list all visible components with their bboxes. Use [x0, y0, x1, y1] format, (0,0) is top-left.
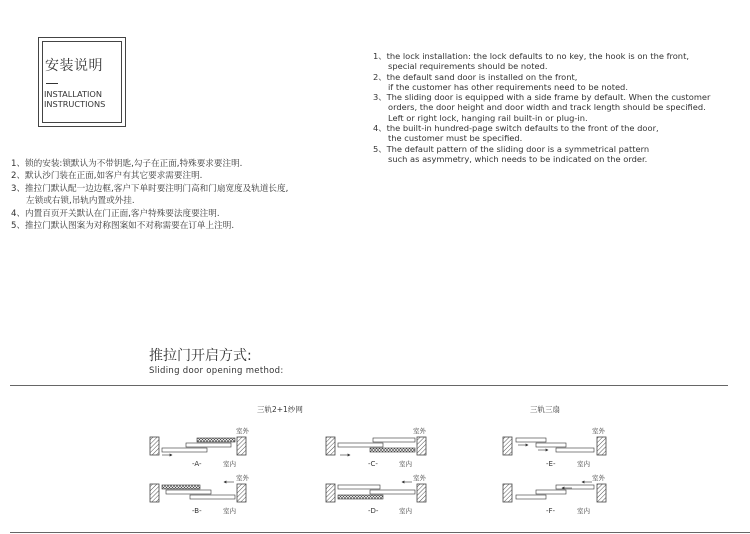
- label-outdoor: 室外: [236, 474, 249, 482]
- label-indoor: 室内: [223, 460, 236, 468]
- panel-mesh: [338, 495, 383, 499]
- note-cn-5: 5、推拉门默认图案为对称图案如不对称需要在订单上注明.: [11, 221, 235, 232]
- wall-left: [150, 484, 159, 502]
- panel-mesh: [162, 485, 200, 489]
- diagram-d: [326, 473, 427, 515]
- opening-method-title-en: Sliding door opening method:: [149, 366, 284, 376]
- wall-right: [597, 484, 606, 502]
- opening-method-title-cn: 推拉门开启方式:: [149, 348, 252, 364]
- wall-right: [237, 484, 246, 502]
- diagram-e: [503, 426, 606, 468]
- label-outdoor: 室外: [236, 427, 249, 435]
- label-outdoor: 室外: [592, 427, 605, 435]
- panel-3: [516, 495, 546, 499]
- wall-left: [503, 484, 512, 502]
- diagram-b: [150, 473, 250, 515]
- panel-inner: [162, 448, 207, 452]
- group-title-right: 三轨三扇: [530, 405, 560, 414]
- diagram-label-e: -E-: [546, 460, 556, 468]
- note-en-4-cont: the customer must be specified.: [388, 133, 523, 144]
- label-outdoor: 室外: [592, 474, 605, 482]
- panel-middle: [186, 443, 231, 447]
- diagram-c: [326, 426, 427, 468]
- diagram-f: [503, 473, 606, 515]
- panel-3: [556, 448, 594, 452]
- title-cn: 安装说明: [45, 58, 103, 74]
- wall-left: [503, 437, 512, 455]
- note-cn-3: 3、推拉门默认配一边边框,客户下单时要注明门高和门扇宽度及轨道长度,: [11, 183, 289, 194]
- diagram-label-b: -B-: [192, 507, 202, 515]
- group-title-left: 三轨2+1纱网: [257, 405, 303, 414]
- label-indoor: 室内: [399, 507, 412, 515]
- label-indoor: 室内: [223, 507, 236, 515]
- panel-middle: [370, 490, 415, 494]
- title-en-line1: INSTALLATION: [44, 89, 102, 99]
- wall-right: [237, 437, 246, 455]
- note-cn-3-cont: 左锁或右锁,吊轨内置或外挂.: [26, 196, 135, 207]
- panel-1: [556, 485, 594, 489]
- diagram-label-d: -D-: [368, 507, 379, 515]
- note-en-1: 1、the lock installation: the lock defaults to no key, the hook is on the front,: [373, 51, 689, 61]
- diagram-label-f: -F-: [546, 507, 556, 515]
- note-en-1-cont: special requirements should be noted.: [388, 61, 548, 72]
- panel-2: [536, 443, 566, 447]
- note-cn-1: 1、锁的安装:锁默认为不带钥匙,勾子在正面,特殊要求要注明.: [11, 159, 243, 169]
- diagram-label-a: -A-: [192, 460, 202, 468]
- diagram-label-c: -C-: [368, 460, 378, 468]
- wall-right: [417, 484, 426, 502]
- panel-middle: [166, 490, 211, 494]
- label-indoor: 室内: [399, 460, 412, 468]
- note-en-2: 2、the default sand door is installed on the front,: [373, 71, 578, 82]
- title-en-line2: INSTRUCTIONS: [44, 99, 106, 109]
- note-cn-4: 4、内置百页开关默认在门正面,客户特殊要法度要注明.: [11, 208, 220, 219]
- note-en-3: 3、The sliding door is equipped with a side frame by default. When the customer: [373, 92, 711, 103]
- panel-middle: [338, 443, 383, 447]
- note-en-4: 4、the built-in hundred-page switch defaults to the front of the door,: [373, 123, 659, 134]
- note-en-5: 5、The default pattern of the sliding door is a symmetrical pattern: [373, 143, 650, 154]
- note-en-2-cont: if the customer has other requirements need to be noted.: [388, 81, 628, 92]
- label-outdoor: 室外: [413, 474, 426, 482]
- label-indoor: 室内: [577, 460, 590, 468]
- label-indoor: 室内: [577, 507, 590, 515]
- diagram-a: [150, 426, 250, 468]
- panel-2: [536, 490, 566, 494]
- wall-left: [326, 484, 335, 502]
- panel-inner: [190, 495, 235, 499]
- note-en-3-cont2: Left or right lock, hanging rail built-in or plug-in.: [388, 112, 588, 123]
- panel-mesh: [370, 448, 415, 452]
- note-cn-2: 2、默认沙门装在正面,如客户有其它要求需要注明.: [11, 171, 203, 182]
- label-outdoor: 室外: [413, 427, 426, 435]
- wall-right: [417, 437, 426, 455]
- wall-left: [150, 437, 159, 455]
- panel-outer: [338, 485, 380, 489]
- note-en-5-cont: such as asymmetry, which needs to be indicated on the order.: [388, 153, 648, 164]
- wall-right: [597, 437, 606, 455]
- wall-left: [326, 437, 335, 455]
- panel-outer: [373, 438, 415, 442]
- panel-1: [516, 438, 546, 442]
- note-en-3-cont: orders, the door height and door width and track length should be specified.: [388, 102, 706, 113]
- panel-mesh: [197, 438, 235, 442]
